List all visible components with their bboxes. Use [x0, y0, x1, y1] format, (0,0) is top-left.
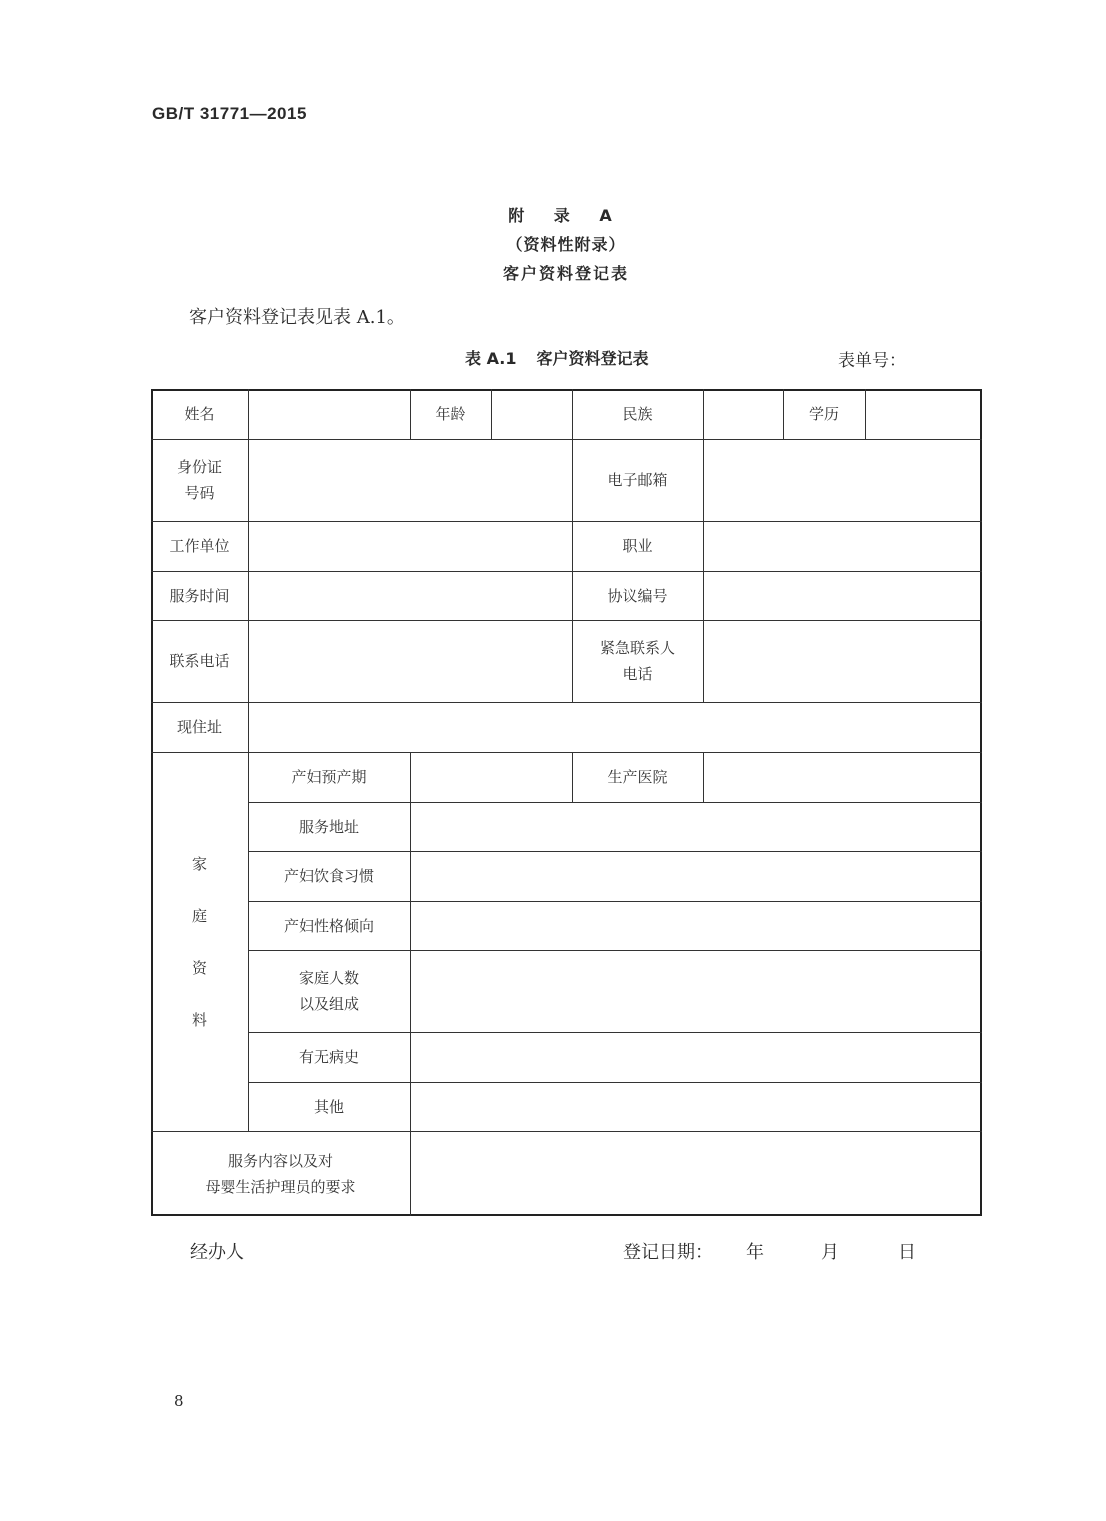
month-label: 月 — [821, 1242, 839, 1263]
appendix-heading: 附 录 A — [508, 206, 624, 225]
year-label: 年 — [746, 1242, 764, 1263]
row-divider — [151, 521, 982, 522]
address-label: 现住址 — [176, 718, 222, 736]
form-title: 客户资料登记表 — [502, 264, 629, 283]
medical-history-label: 有无病史 — [298, 1048, 359, 1066]
handler-label: 经办人 — [190, 1242, 244, 1263]
registration-date-label: 登记日期： — [623, 1242, 713, 1263]
intro-text: 客户资料登记表见表 A.1。 — [189, 307, 405, 328]
standard-code: GB/T 31771—2015 — [152, 104, 307, 123]
due-date-label: 产妇预产期 — [291, 768, 367, 786]
row-divider — [151, 439, 982, 440]
column-divider — [703, 752, 704, 802]
service-time-label: 服务时间 — [169, 586, 230, 605]
email-label: 电子邮箱 — [607, 471, 668, 489]
column-divider — [865, 389, 866, 439]
name-label: 姓名 — [184, 405, 215, 423]
column-divider — [491, 389, 492, 439]
family-members-label: 家庭人数 以及组成 — [298, 969, 359, 1013]
service-address-label: 服务地址 — [298, 817, 359, 836]
emergency-contact-label: 紧急联系人 电话 — [599, 639, 675, 683]
family-section-char: 料 — [191, 1010, 207, 1029]
service-requirements-label: 服务内容以及对 母婴生活护理员的要求 — [205, 1151, 356, 1196]
family-section-char: 家 — [191, 854, 207, 873]
age-label: 年龄 — [435, 405, 466, 423]
column-divider — [410, 752, 411, 1216]
ethnicity-label: 民族 — [622, 405, 653, 423]
phone-label: 联系电话 — [169, 652, 230, 670]
personality-label: 产妇性格倾向 — [283, 916, 374, 935]
education-label: 学历 — [808, 405, 839, 423]
row-divider — [151, 702, 982, 703]
column-divider — [703, 389, 704, 702]
row-divider — [151, 571, 982, 572]
page-number: 8 — [174, 1392, 184, 1410]
agreement-number-label: 协议编号 — [607, 586, 668, 605]
occupation-label: 职业 — [622, 537, 653, 555]
family-section-label — [151, 752, 248, 1131]
employer-label: 工作单位 — [169, 537, 230, 555]
family-section-char: 资 — [191, 958, 207, 977]
table-caption — [465, 346, 648, 369]
day-label: 日 — [898, 1242, 916, 1263]
other-label: 其他 — [313, 1097, 344, 1116]
diet-label: 产妇饮食习惯 — [283, 867, 374, 885]
hospital-label: 生产医院 — [607, 768, 668, 786]
id-number-label: 身份证 号码 — [176, 458, 222, 502]
family-section-char: 庭 — [191, 906, 207, 925]
table-caption-title: 客户资料登记表 — [536, 349, 649, 368]
table-caption-label: 表 A.1 — [465, 349, 517, 368]
form-number-label: 表单号： — [838, 351, 906, 371]
row-divider — [151, 620, 982, 621]
registration-table — [151, 389, 982, 1216]
appendix-subtitle: （资料性附录） — [506, 235, 626, 254]
